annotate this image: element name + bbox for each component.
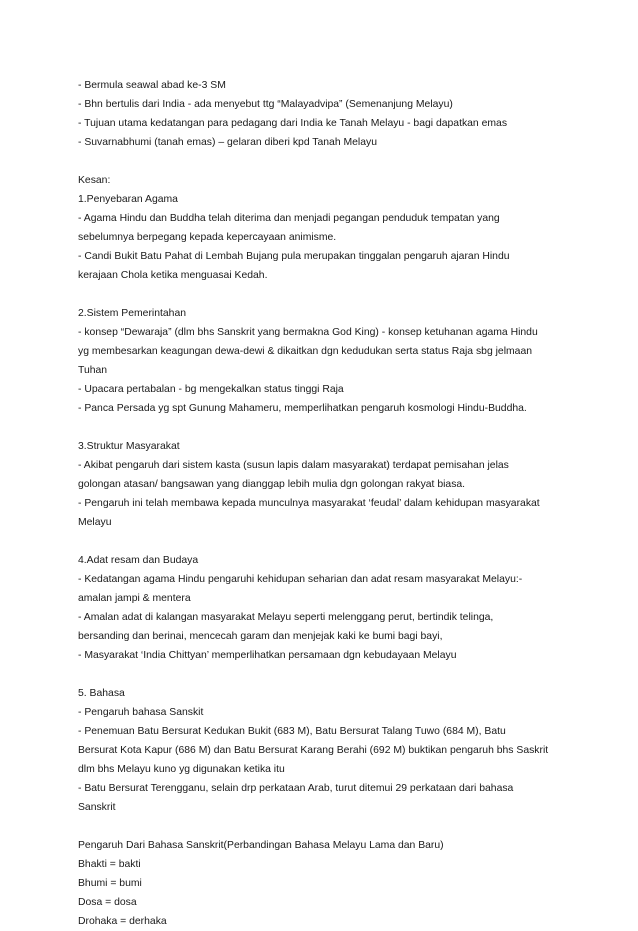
text-line: - Tujuan utama kedatangan para pedagang dari India ke Tanah Melayu - bagi dapatkan emas <box>78 118 508 129</box>
section-heading: 4.Adat resam dan Budaya <box>78 555 199 566</box>
text-line: - Candi Bukit Batu Pahat di Lembah Bujang pula merupakan tinggalan pengaruh ajaran Hindu <box>78 251 510 262</box>
text-line: - Pengaruh ini telah membawa kepada munculnya masyarakat ‘feudal’ dalam kehidupan masyarakat <box>78 498 540 509</box>
word-pair: Drohaka = derhaka <box>78 916 167 927</box>
text-line: golongan atasan/ bangsawan yang dianggap lebih mulia dgn golongan rakyat biasa. <box>78 479 466 490</box>
paragraph-gap <box>78 152 578 171</box>
section-pengaruh-bahasa-sanskrit <box>78 836 578 931</box>
paragraph-gap <box>78 665 578 684</box>
section-struktur-masyarakat <box>78 437 578 532</box>
text-line: - Masyarakat ‘India Chittyan’ memperlihatkan persamaan dgn kebudayaan Melayu <box>78 650 457 661</box>
word-pair: Bhumi = bumi <box>78 878 142 889</box>
intro-block <box>78 76 578 152</box>
paragraph-gap <box>78 418 578 437</box>
text-line: - Bhn bertulis dari India - ada menyebut ttg “Malayadvipa” (Semenanjung Melayu) <box>78 99 453 110</box>
text-line: Sanskrit <box>78 802 116 813</box>
text-line: - Penemuan Batu Bersurat Kedukan Bukit (683 M), Batu Bersurat Talang Tuwo (684 M), Batu <box>78 726 506 737</box>
text-line: - Amalan adat di kalangan masyarakat Melayu seperti melenggang perut, bertindik telinga, <box>78 612 494 623</box>
text-line: - Suvarnabhumi (tanah emas) – gelaran diberi kpd Tanah Melayu <box>78 137 377 148</box>
section-adat-resam-budaya <box>78 551 578 665</box>
text-line: - Panca Persada yg spt Gunung Mahameru, memperlihatkan pengaruh kosmologi Hindu-Buddha. <box>78 403 527 414</box>
text-line: - Akibat pengaruh dari sistem kasta (susun lapis dalam masyarakat) terdapat pemisahan jelas <box>78 460 509 471</box>
paragraph-gap <box>78 285 578 304</box>
word-pair: Dosa = dosa <box>78 897 137 908</box>
text-line: bersanding dan berinai, mencecah garam dan menjejak kaki ke bumi bagi bayi, <box>78 631 443 642</box>
paragraph-gap <box>78 817 578 836</box>
section-heading: 3.Struktur Masyarakat <box>78 441 180 452</box>
section-penyebaran-agama <box>78 190 578 285</box>
section-sistem-pemerintahan <box>78 304 578 418</box>
kesan-heading: Kesan: <box>78 175 111 186</box>
text-line: - konsep “Dewaraja” (dlm bhs Sanskrit yang bermakna God King) - konsep ketuhanan agama Hindu <box>78 327 538 338</box>
section-heading: 5. Bahasa <box>78 688 125 699</box>
text-line: Bersurat Kota Kapur (686 M) dan Batu Bersurat Karang Berahi (692 M) buktikan pengaruh bhs Saskrit <box>78 745 549 756</box>
text-line: dlm bhs Melayu kuno yg digunakan ketika itu <box>78 764 285 775</box>
text-line: - Pengaruh bahasa Sanskit <box>78 707 204 718</box>
paragraph-gap <box>78 532 578 551</box>
text-line: kerajaan Chola ketika menguasai Kedah. <box>78 270 268 281</box>
text-line: - Agama Hindu dan Buddha telah diterima dan menjadi pegangan penduduk tempatan yang <box>78 213 500 224</box>
section-heading: Pengaruh Dari Bahasa Sanskrit(Perbandingan Bahasa Melayu Lama dan Baru) <box>78 840 444 851</box>
word-pair: Bhakti = bakti <box>78 859 141 870</box>
text-line: amalan jampi & mentera <box>78 593 191 604</box>
text-line: - Batu Bersurat Terengganu, selain drp perkataan Arab, turut ditemui 29 perkataan dari bahasa <box>78 783 514 794</box>
document-body <box>78 76 578 931</box>
section-heading: 1.Penyebaran Agama <box>78 194 178 205</box>
section-bahasa <box>78 684 578 817</box>
section-heading: 2.Sistem Pemerintahan <box>78 308 187 319</box>
text-line: Tuhan <box>78 365 108 376</box>
text-line: sebelumnya berpegang kepada kepercayaan animisme. <box>78 232 337 243</box>
text-line: yg membesarkan keagungan dewa-dewi & dikaitkan dgn kedudukan serta status Raja sbg jelmaan <box>78 346 532 357</box>
text-line: - Bermula seawal abad ke-3 SM <box>78 80 226 91</box>
text-line: - Upacara pertabalan - bg mengekalkan status tinggi Raja <box>78 384 344 395</box>
text-line: - Kedatangan agama Hindu pengaruhi kehidupan seharian dan adat resam masyarakat Melayu:- <box>78 574 523 585</box>
text-line: Melayu <box>78 517 112 528</box>
